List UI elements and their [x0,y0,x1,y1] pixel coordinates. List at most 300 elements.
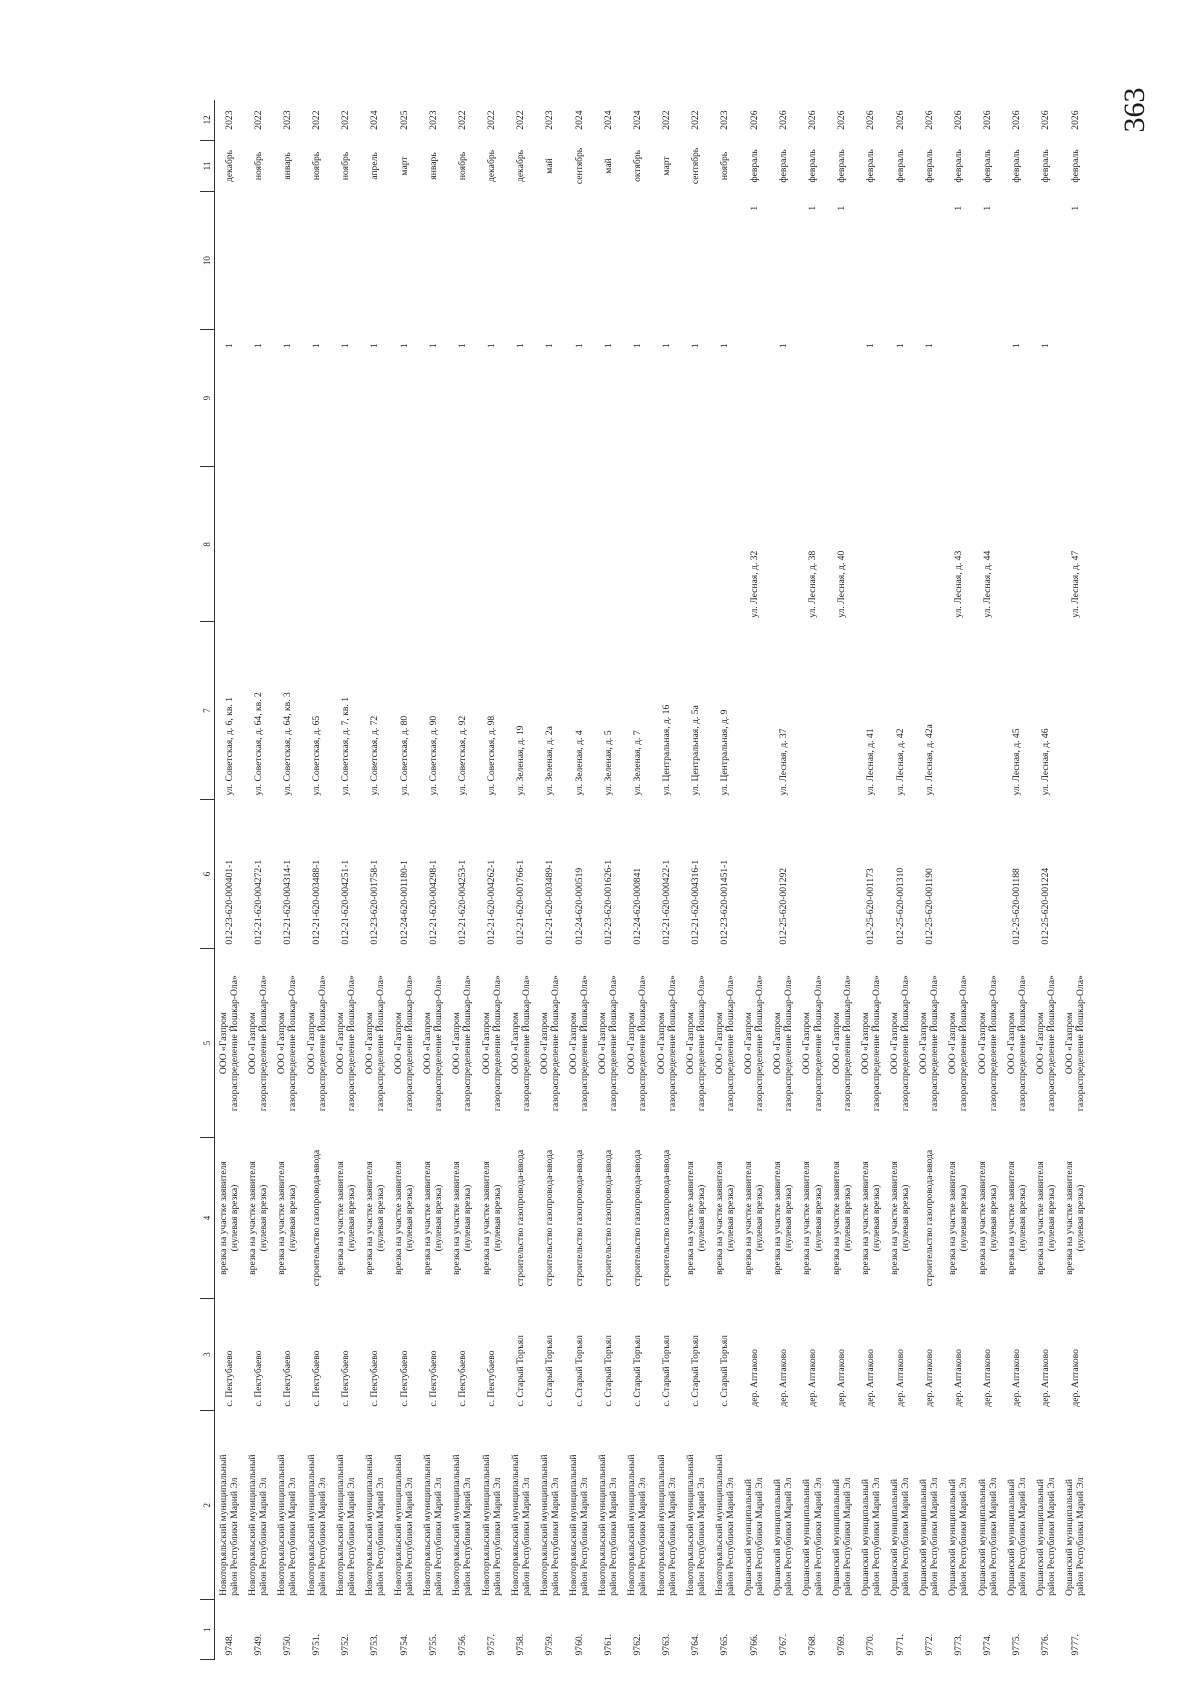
table-row [681,100,710,1660]
district-line: Новоторъяльский муниципальный [247,1454,259,1596]
year-cell: 2023 [544,110,556,130]
locality-cell: с. Старый Торъял [719,1335,731,1407]
count-cell-10 [885,192,914,330]
count-cell-9: 1 [281,343,293,349]
district-cell [652,1411,681,1600]
district-line: район Республики Марий Эл [608,1477,620,1596]
year-cell: 2026 [777,110,789,130]
table-row [827,100,856,1660]
work-type-line: (нулевая врезка) [229,1184,241,1252]
work-type-cell [885,1138,914,1299]
row-number: 9761. [602,1633,614,1656]
work-type-line: врезка на участке заявителя [276,1161,288,1275]
organization-line: ООО «Газпром [509,1012,521,1075]
address-cell-8 [623,467,652,622]
address-cell-8: ул. Лесная, д. 44 [982,550,994,618]
organization-line: газораспределение Йошкар-Ола» [520,975,532,1112]
count-cell-9: 1 [515,343,527,349]
count-cell-10 [710,192,739,330]
address-cell-8 [565,467,594,622]
month-cell: май [544,158,556,174]
address-cell-7: ул. Советская, д. 80 [398,715,410,796]
district-line: район Республики Марий Эл [1075,1477,1087,1596]
month-cell: февраль [1069,149,1081,183]
district-line: Оршанский муниципальный [859,1479,871,1596]
district-line: Оршанский муниципальный [743,1479,755,1596]
address-cell-8 [244,467,273,622]
row-number: 9754. [398,1633,410,1656]
row-number: 9765. [719,1633,731,1656]
organization-line: ООО «Газпром [218,1012,230,1075]
year-cell: 2024 [369,110,381,130]
organization-line: ООО «Газпром [947,1012,959,1075]
locality-cell: дер. Аптаково [982,1349,994,1407]
work-type-line: (нулевая врезка) [1075,1184,1087,1252]
organization-line: газораспределение Йошкар-Ола» [958,975,970,1112]
table-row [740,100,769,1660]
table-row [652,100,681,1660]
district-cell [448,1411,477,1600]
address-cell-7: ул. Лесная, д. 37 [777,728,789,796]
count-cell-10 [856,192,885,330]
address-cell-8 [1002,467,1031,622]
organization-cell [419,949,448,1138]
application-code-cell [798,800,827,949]
application-code-cell [827,800,856,949]
month-cell: февраль [777,149,789,183]
count-cell-9: 1 [369,343,381,349]
address-cell-8 [885,467,914,622]
district-line: Новоторъяльский муниципальный [451,1454,463,1596]
count-cell-10 [769,192,798,330]
year-cell: 2022 [252,110,264,130]
count-cell-9: 1 [1011,343,1023,349]
row-number: 9760. [573,1633,585,1656]
locality-cell: дер. Аптаково [894,1349,906,1407]
count-cell-10 [535,192,564,330]
address-cell-7 [798,622,827,800]
organization-cell [827,949,856,1138]
address-cell-7: ул. Советская, д. 7, кв. 1 [340,697,352,796]
col-9-header: 9 [200,329,215,467]
application-code-cell: 012-21-620-001766-1 [515,859,527,945]
address-cell-7: ул. Лесная, д. 41 [865,728,877,796]
organization-cell [360,949,389,1138]
district-cell [535,1411,564,1600]
count-cell-9: 1 [719,343,731,349]
table-row [565,100,594,1660]
district-line: Оршанский муниципальный [947,1479,959,1596]
organization-line: ООО «Газпром [859,1012,871,1075]
month-cell: ноябрь [456,151,468,181]
count-cell-9: 1 [690,343,702,349]
organization-line: газораспределение Йошкар-Ола» [987,975,999,1112]
col-10-header: 10 [200,192,215,330]
count-cell-9: 1 [573,343,585,349]
organization-line: ООО «Газпром [480,1012,492,1075]
count-cell-10 [915,192,944,330]
address-cell-7: ул. Зеленая, д. 2а [544,726,556,796]
district-cell [390,1411,419,1600]
district-line: район Республики Марий Эл [433,1477,445,1596]
address-cell-7 [740,622,769,800]
table-row [215,100,244,1660]
address-cell-8 [856,467,885,622]
organization-line: ООО «Газпром [597,1012,609,1075]
address-cell-7: ул. Советская, д. 72 [369,715,381,796]
district-line: район Республики Марий Эл [374,1477,386,1596]
month-cell: февраль [1011,149,1023,183]
district-line: район Республики Марий Эл [491,1477,503,1596]
work-type-line: (нулевая врезка) [491,1184,503,1252]
table-row [594,100,623,1660]
work-type-line: врезка на участке заявителя [1034,1161,1046,1275]
year-cell: 2023 [281,110,293,130]
organization-cell [944,949,973,1138]
col-2-header: 2 [200,1411,215,1600]
district-line: Новоторъяльский муниципальный [684,1454,696,1596]
count-cell-10 [215,192,244,330]
district-line: Новоторъяльский муниципальный [422,1454,434,1596]
count-cell-9: 1 [252,343,264,349]
district-cell [944,1411,973,1600]
organization-line: газораспределение Йошкар-Ола» [637,975,649,1112]
organization-line: газораспределение Йошкар-Ола» [462,975,474,1112]
work-type-line: (нулевая врезка) [754,1184,766,1252]
work-type-cell [448,1138,477,1299]
year-cell: 2026 [982,110,994,130]
organization-line: газораспределение Йошкар-Ола» [491,975,503,1112]
row-number: 9755. [427,1633,439,1656]
organization-line: ООО «Газпром [334,1012,346,1075]
row-number: 9752. [340,1633,352,1656]
work-type-line: врезка на участке заявителя [889,1161,900,1275]
month-cell: декабрь [486,150,498,182]
table-row [360,100,389,1660]
organization-line: ООО «Газпром [363,1012,375,1075]
month-cell: февраль [748,149,760,183]
work-type-cell [1031,1138,1060,1299]
district-cell [360,1411,389,1600]
organization-cell [390,949,419,1138]
application-code-cell: 012-21-620-003489-1 [544,859,556,945]
organization-cell [1002,949,1031,1138]
district-line: район Республики Марий Эл [520,1477,532,1596]
organization-cell [885,949,914,1138]
application-code-cell: 012-25-620-001173 [865,868,877,945]
locality-cell: дер. Аптаково [836,1349,848,1407]
organization-line: ООО «Газпром [918,1012,930,1075]
count-cell-10: 1 [807,205,818,211]
work-type-line: (нулевая врезка) [841,1184,853,1252]
locality-cell: с. Старый Торъял [690,1335,702,1407]
month-cell: февраль [807,149,818,183]
district-cell [623,1411,652,1600]
count-cell-10 [419,192,448,330]
year-cell: 2022 [486,110,498,130]
locality-cell: с. Пектубаево [369,1350,381,1407]
locality-cell: с. Старый Торъял [573,1335,585,1407]
application-code-cell: 012-21-620-004272-1 [252,859,264,945]
application-code-cell: 012-21-620-000422-1 [661,859,673,945]
address-cell-7: ул. Зеленая, д. 4 [573,730,585,796]
count-cell-9: 1 [1040,343,1052,349]
year-cell: 2022 [690,110,702,130]
locality-cell: дер. Аптаково [807,1349,818,1407]
count-cell-10 [594,192,623,330]
locality-cell: дер. Аптаково [777,1349,789,1407]
organization-line: газораспределение Йошкар-Ола» [1045,975,1057,1112]
row-number: 9775. [1011,1633,1023,1656]
year-cell: 2024 [631,110,643,130]
month-cell: октябрь [631,150,643,182]
organization-line: ООО «Газпром [305,1012,317,1075]
organization-cell [798,949,827,1138]
district-line: Новоторъяльский муниципальный [393,1454,405,1596]
work-type-line: строительство газопровода-ввода [661,1149,673,1287]
table-row [1002,100,1031,1660]
address-cell-7: ул. Советская, д. 90 [427,715,439,796]
organization-line: ООО «Газпром [713,1012,725,1075]
count-cell-9: 1 [398,343,410,349]
locality-cell: с. Старый Торъял [661,1335,673,1407]
application-code-cell: 012-24-620-000841 [631,867,643,945]
district-line: район Республики Марий Эл [666,1477,678,1596]
table-row [885,100,914,1660]
application-code-cell: 012-23-620-001626-1 [602,859,614,945]
row-number: 9748. [223,1633,235,1656]
work-type-line: врезка на участке заявителя [830,1161,842,1275]
organization-line: газораспределение Йошкар-Ола» [579,975,591,1112]
month-cell: февраль [836,149,848,183]
year-cell: 2024 [602,110,614,130]
work-type-line: врезка на участке заявителя [684,1161,696,1275]
district-line: район Республики Марий Эл [1045,1477,1057,1596]
table-row [769,100,798,1660]
locality-cell: дер. Аптаково [865,1349,877,1407]
year-cell: 2022 [311,110,323,130]
organization-line: ООО «Газпром [393,1012,405,1075]
district-cell [302,1411,331,1600]
address-cell-7: ул. Центральная, д. 5а [690,705,702,796]
application-code-cell: 012-21-620-004298-1 [427,859,439,945]
month-cell: январь [281,152,293,180]
organization-line: ООО «Газпром [626,1012,638,1075]
district-line: Новоторъяльский муниципальный [509,1454,521,1596]
address-cell-7: ул. Лесная, д. 42а [923,724,935,796]
address-cell-8 [915,467,944,622]
district-line: район Республики Марий Эл [258,1477,270,1596]
table-row [448,100,477,1660]
district-cell [973,1411,1002,1600]
district-line: район Республики Марий Эл [316,1477,328,1596]
row-number: 9749. [252,1633,264,1656]
district-cell [710,1411,739,1600]
organization-line: ООО «Газпром [422,1012,434,1075]
address-cell-8: ул. Лесная, д. 43 [952,550,964,618]
row-number: 9768. [807,1633,818,1656]
count-cell-9: 1 [340,343,352,349]
year-cell: 2026 [1040,110,1052,130]
organization-line: газораспределение Йошкар-Ола» [900,975,912,1112]
application-code-cell: 012-25-620-001292 [777,867,789,945]
locality-cell: с. Пектубаево [311,1350,323,1407]
year-cell: 2026 [894,110,906,130]
work-type-line: (нулевая врезка) [404,1184,416,1252]
organization-cell [448,949,477,1138]
col-4-header: 4 [200,1138,215,1299]
count-cell-9: 1 [631,343,643,349]
row-number: 9758. [515,1633,527,1656]
year-cell: 2022 [661,110,673,130]
organization-line: ООО «Газпром [451,1012,463,1075]
work-type-line: (нулевая врезка) [812,1184,824,1252]
work-type-line: врезка на участке заявителя [363,1161,375,1275]
work-type-cell [1002,1138,1031,1299]
organization-line: ООО «Газпром [247,1012,259,1075]
work-type-cell [506,1138,535,1299]
district-line: Новоторъяльский муниципальный [305,1454,317,1596]
count-cell-10 [477,192,506,330]
organization-cell [769,949,798,1138]
work-type-line: врезка на участке заявителя [801,1161,813,1275]
work-type-line: врезка на участке заявителя [1005,1161,1017,1275]
table-row [856,100,885,1660]
month-cell: февраль [923,149,935,183]
organization-cell [652,949,681,1138]
district-line: Оршанский муниципальный [976,1479,988,1596]
organization-line: ООО «Газпром [976,1012,988,1075]
page-number: 363 [1118,87,1151,133]
count-cell-9: 1 [661,343,673,349]
district-line: Новоторъяльский муниципальный [480,1454,492,1596]
district-line: район Республики Марий Эл [783,1477,795,1596]
year-cell: 2026 [836,110,848,130]
work-type-line: врезка на участке заявителя [451,1161,463,1275]
address-cell-8 [390,467,419,622]
table-row [915,100,944,1660]
count-cell-10: 1 [748,205,760,211]
row-number: 9766. [748,1633,760,1656]
address-cell-8: ул. Лесная, д. 38 [807,550,818,618]
work-type-line: (нулевая врезка) [287,1184,299,1252]
application-code-cell: 012-21-620-004251-1 [340,859,352,945]
organization-line: газораспределение Йошкар-Ола» [1016,975,1028,1112]
application-code-cell: 012-21-620-003488-1 [311,859,323,945]
district-line: Новоторъяльский муниципальный [626,1454,638,1596]
work-type-cell [535,1138,564,1299]
district-cell [1031,1411,1060,1600]
table-row [710,100,739,1660]
count-cell-9 [740,329,769,467]
district-cell [1060,1411,1090,1600]
application-code-cell: 012-24-620-001180-1 [398,860,410,945]
work-type-cell [565,1138,594,1299]
col-7-header: 7 [200,622,215,800]
work-type-cell [215,1138,244,1299]
year-cell: 2026 [952,110,964,130]
application-code-cell: 012-25-620-001310 [894,867,906,945]
organization-line: газораспределение Йошкар-Ола» [316,975,328,1112]
locality-cell: с. Пектубаево [456,1350,468,1407]
count-cell-10: 1 [1069,205,1081,211]
organization-cell [302,949,331,1138]
work-type-cell [273,1138,302,1299]
work-type-cell [740,1138,769,1299]
application-code-cell: 012-23-620-000401-1 [223,859,235,945]
month-cell: декабрь [515,150,527,182]
work-type-line: (нулевая врезка) [725,1184,736,1252]
organization-line: газораспределение Йошкар-Ола» [870,975,882,1112]
month-cell: декабрь [223,150,235,182]
count-cell-10 [681,192,710,330]
work-type-cell [623,1138,652,1299]
work-type-line: (нулевая врезка) [987,1184,999,1252]
row-number: 9767. [777,1633,789,1656]
district-cell [331,1411,360,1600]
work-type-line: строительство газопровода-ввода [923,1149,935,1287]
application-code-cell [740,800,769,949]
address-cell-7: ул. Зеленая, д. 5 [602,730,614,796]
count-cell-10 [506,192,535,330]
month-cell: март [661,156,673,176]
year-cell: 2023 [719,110,731,130]
district-line: Новоторъяльский муниципальный [276,1454,288,1596]
year-cell: 2026 [923,110,935,130]
work-type-line: врезка на участке заявителя [713,1161,725,1275]
organization-line: газораспределение Йошкар-Ола» [287,975,299,1112]
work-type-cell [1060,1138,1090,1299]
work-type-line: врезка на участке заявителя [480,1161,492,1275]
year-cell: 2025 [398,110,410,130]
application-code-cell [1060,800,1090,949]
address-cell-7: ул. Лесная, д. 45 [1011,728,1023,796]
work-type-cell [856,1138,885,1299]
address-cell-8 [215,467,244,622]
address-cell-8 [419,467,448,622]
work-type-line: (нулевая врезка) [462,1184,474,1252]
address-cell-8 [331,467,360,622]
organization-line: газораспределение Йошкар-Ола» [783,975,795,1112]
year-cell: 2026 [1011,110,1023,130]
address-cell-8 [302,467,331,622]
month-cell: март [398,156,410,176]
locality-cell: с. Пектубаево [223,1350,235,1407]
col-12-header: 12 [200,100,215,140]
gasification-table [200,100,1090,1660]
month-cell: ноябрь [311,151,323,181]
organization-line: ООО «Газпром [1005,1012,1017,1075]
district-cell [1002,1411,1031,1600]
address-cell-7: ул. Советская, д. 64, кв. 3 [281,692,293,796]
row-number: 9751. [311,1633,323,1656]
organization-line: газораспределение Йошкар-Ола» [841,975,853,1112]
organization-line: ООО «Газпром [1064,1012,1076,1075]
work-type-line: (нулевая врезка) [1045,1184,1057,1252]
organization-line: газораспределение Йошкар-Ола» [695,975,707,1112]
locality-cell: дер. Аптаково [1011,1349,1023,1407]
count-cell-10 [360,192,389,330]
count-cell-10 [623,192,652,330]
organization-cell [1060,949,1090,1138]
work-type-line: (нулевая врезка) [695,1184,707,1252]
work-type-cell [681,1138,710,1299]
work-type-line: (нулевая врезка) [900,1184,912,1252]
work-type-cell [769,1138,798,1299]
work-type-line: (нулевая врезка) [783,1184,795,1252]
organization-line: ООО «Газпром [830,1012,842,1075]
work-type-line: врезка на участке заявителя [772,1161,784,1275]
